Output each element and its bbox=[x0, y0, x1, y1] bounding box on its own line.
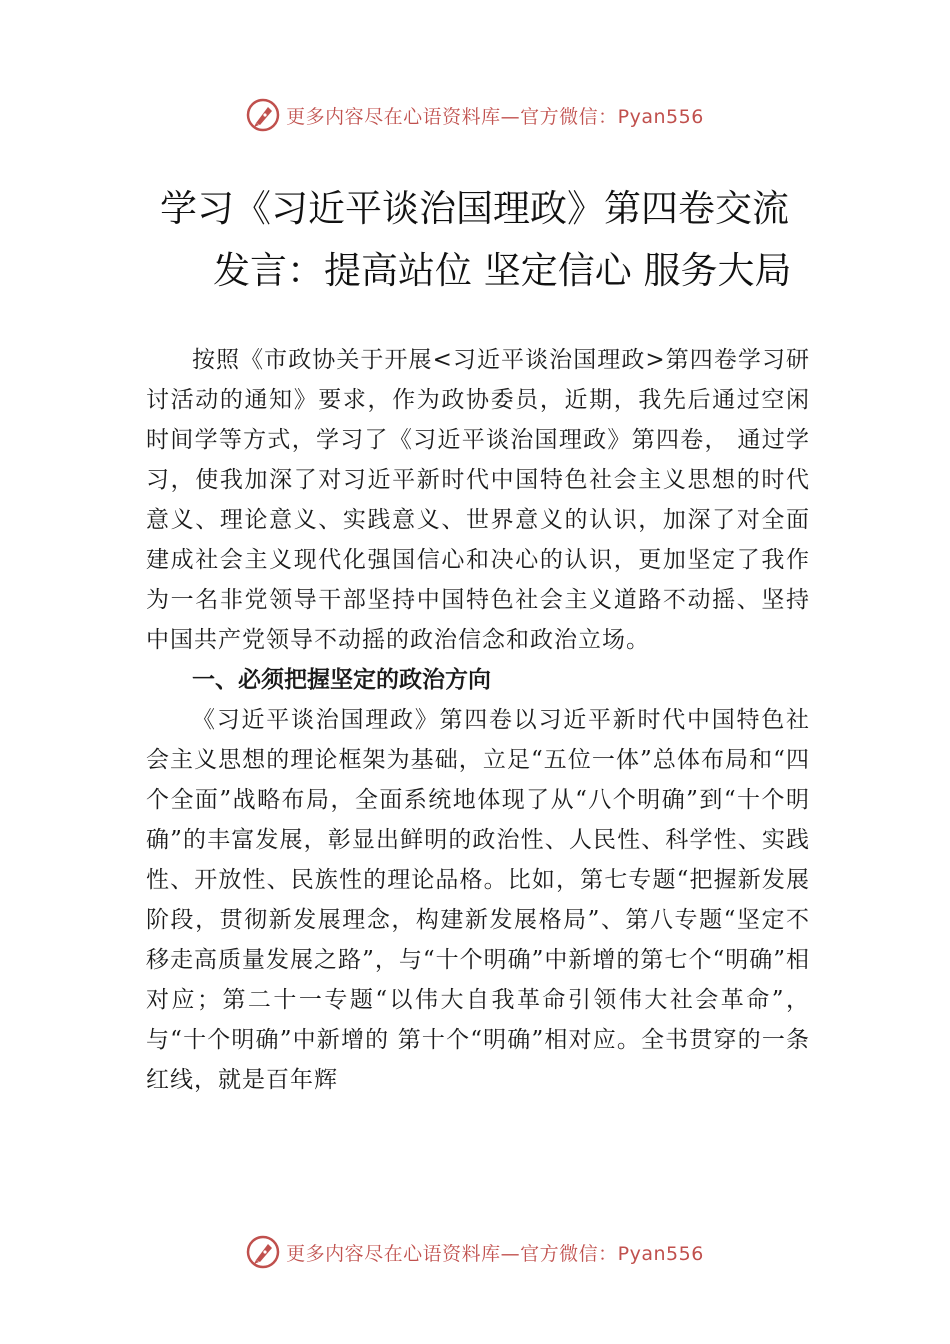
paragraph-2: 《习近平谈治国理政》第四卷以习近平新时代中国特色社会主义思想的理论框架为基础，立足“五位一体”总体布局和“四个全面”战略布局，全面系统地体现了从“八个明确”到“十个明确”的丰富发展，彰显出鲜明的政治性、人民性、科学性、实践性、开放性、民族性的理论品格。比如，第七专题“把握新发展阶段，贯彻新发展理念，构建新发展格局”、第八专题“坚定不移走高质量发展之路”，与“十个明确”中新增的第七个“明确”相对应；第二十一专题“以伟大自我革命引领伟大社会革命”，与“十个明确”中新增的 第十个“明确”相对应。全书贯穿的一条红线，就是百年辉 bbox=[146, 707, 810, 1093]
title-line-1: 学习《习近平谈治国理政》第四卷交流 bbox=[160, 187, 789, 230]
pen-nib-logo-icon bbox=[246, 98, 280, 132]
section-heading-1: 一、必须把握坚定的政治方向 bbox=[192, 667, 491, 693]
footer-watermark bbox=[0, 1232, 950, 1272]
header-watermark bbox=[0, 95, 950, 135]
title-line-2: 发言：提高站位 坚定信心 服务大局 bbox=[213, 249, 792, 292]
watermark-text: 更多内容尽在心语资料库—官方微信：Pyan556 bbox=[286, 105, 704, 128]
paragraph-1: 按照《市政协关于开展<习近平谈治国理政>第四卷学习研讨活动的通知》要求，作为政协委员，近期，我先后通过空闲时间学等方式，学习了《习近平谈治国理政》第四卷， 通过学习，使我加深了对习近平新时代中国特色社会主义思想的时代意义、理论意义、实践意义、世界意义的认识，加深了对全面建成社会主义现代化强国信心和决心的认识，更加坚定了我作为一名非党领导干部坚持中国特色社会主义道路不动摇、坚持中国共产党领导不动摇的政治信念和政治立场。 bbox=[146, 347, 810, 653]
pen-nib-logo-icon bbox=[246, 1235, 280, 1269]
document-title bbox=[0, 178, 950, 302]
document-body bbox=[146, 340, 810, 1100]
watermark-text: 更多内容尽在心语资料库—官方微信：Pyan556 bbox=[286, 1242, 704, 1265]
